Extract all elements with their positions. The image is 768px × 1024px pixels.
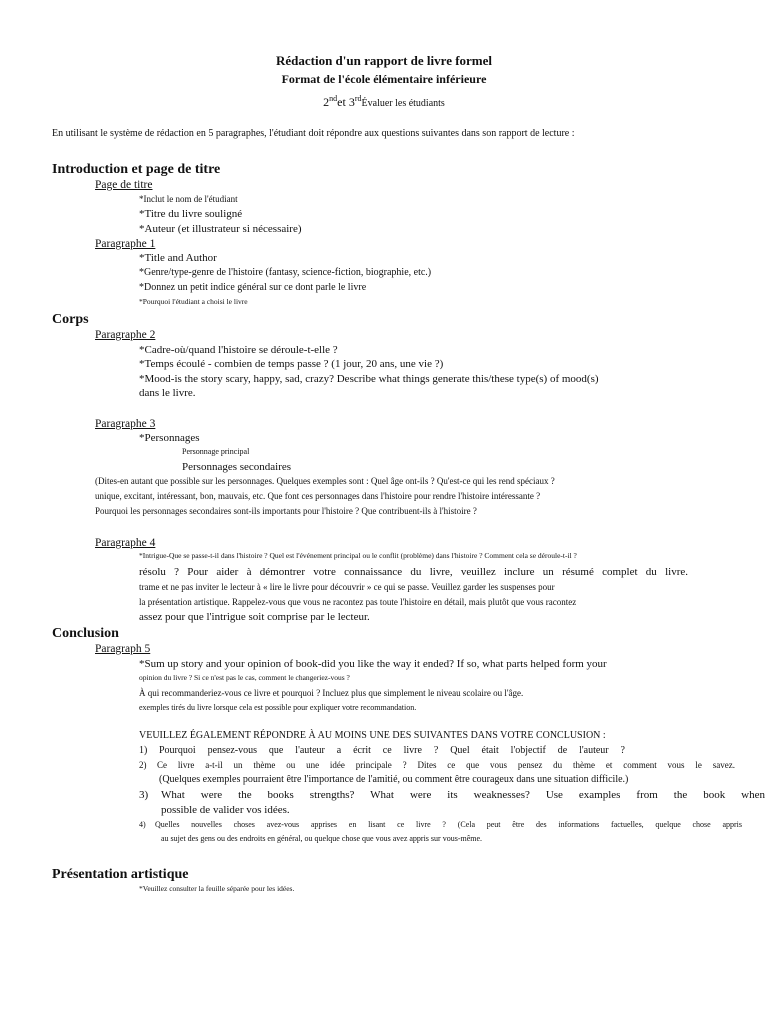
section-heading-corps: Corps <box>52 312 89 327</box>
p2-line: *Temps écoulé - combien de temps passe ? (1 jour, 20 ans, une vie ?) <box>139 358 444 370</box>
list-item-cont: possible de valider vos idées. <box>161 804 290 816</box>
p1-line: *Pourquoi l'étudiant a choisi le livre <box>139 297 248 306</box>
list-number: 4) <box>139 820 146 829</box>
paragraph-1-label: Paragraphe 1 <box>95 238 156 250</box>
p5-line: *Sum up story and your opinion of book-did you like the way it ended? If so, what parts helped form your <box>139 658 607 670</box>
section-heading-art: Présentation artistique <box>52 867 189 882</box>
paragraph-4-label: Paragraphe 4 <box>95 537 156 549</box>
section-heading-conclusion: Conclusion <box>52 626 119 641</box>
p1-line: *Title and Author <box>139 252 217 264</box>
p3-line: Pourquoi les personnages secondaires sont-ils importants pour l'histoire ? Que contribuent-ils à l'histoire ? <box>95 506 477 516</box>
p4-line: trame et ne pas inviter le lecteur à « lire le livre pour découvrir » ce qui se passe. Veuillez garder les suspenses pour <box>139 582 555 592</box>
list-item-cont: au sujet des gens ou des endroits en général, ou quelque chose que vous avez appris sur vous-même. <box>161 834 483 843</box>
p2-line: *Cadre-où/quand l'histoire se déroule-t-elle ? <box>139 344 338 356</box>
p1-line: *Genre/type-genre de l'histoire (fantasy, science-fiction, biographie, etc.) <box>139 267 432 278</box>
grade-mid: et 3 <box>337 95 355 109</box>
grade-sup1: nd <box>329 94 338 103</box>
intro-text: En utilisant le système de rédaction en 5 paragraphes, l'étudiant doit répondre aux questions suivantes dans son rapport de lecture : <box>52 128 575 139</box>
p4-line: assez pour que l'intrigue soit comprise par le lecteur. <box>139 611 370 623</box>
list-number: 3) <box>139 789 149 801</box>
list-number: 1) <box>139 745 148 756</box>
document-subtitle: Format de l'école élémentaire inférieure <box>281 72 487 86</box>
list-number: 2) <box>139 760 147 770</box>
grade-num1: 2 <box>323 95 330 109</box>
list-item-text: Pourquoi pensez-vous que l'auteur a écrit ce livre ? Quel était l'objectif de l'auteur ? <box>159 745 625 756</box>
pt-line: *Inclut le nom de l'étudiant <box>139 194 238 204</box>
p2-line: dans le livre. <box>139 387 196 399</box>
conclusion-caps-line: VEUILLEZ ÉGALEMENT RÉPONDRE À AU MOINS UNE DES SUIVANTES DANS VOTRE CONCLUSION : <box>139 730 606 741</box>
p3-line: *Personnages <box>139 432 200 444</box>
p4-line: la présentation artistique. Rappelez-vous que vous ne racontez pas toute l'histoire en détail, mais plutôt que vous racontez <box>139 597 577 607</box>
grade-sup2: rd <box>354 94 362 103</box>
list-item-text: Quelles nouvelles choses avez-vous apprises en lisant ce livre ? (Cela peut être des informations factuelles, quelque chose appris <box>155 820 742 829</box>
paragraph-3-label: Paragraphe 3 <box>95 418 156 430</box>
document-title: Rédaction d'un rapport de livre formel <box>275 53 493 68</box>
list-item-cont: (Quelques exemples pourraient être l'importance de l'amitié, ou comment être courageux dans une situation difficile.) <box>159 774 629 785</box>
p3-line: Personnage principal <box>182 447 250 456</box>
p3-line: Personnages secondaires <box>182 461 292 473</box>
p2-line: *Mood-is the story scary, happy, sad, crazy? Describe what things generate this/these type(s) of mood(s) <box>139 373 599 385</box>
p4-line: *Intrigue-Que se passe-t-il dans l'histoire ? Quel est l'événement principal ou le conflit (problème) dans l'histoire ? Comment cela se déroule-t-il ? <box>139 551 577 560</box>
p5-line: opinion du livre ? Si ce n'est pas le cas, comment le changeriez-vous ? <box>139 673 350 682</box>
list-item-text: Ce livre a-t-il un thème ou une idée principale ? Dites ce que vous pensez du thème et comment vous le savez. <box>157 760 735 770</box>
pt-line: *Titre du livre souligné <box>139 208 243 220</box>
grade-rest: Évaluer les étudiants <box>361 98 445 109</box>
grade-line <box>0 94 768 110</box>
art-line: *Veuillez consulter la feuille séparée pour les idées. <box>139 884 295 893</box>
p1-line: *Donnez un petit indice général sur ce dont parle le livre <box>139 282 367 293</box>
pt-line: *Auteur (et illustrateur si nécessaire) <box>139 223 302 235</box>
p3-line: unique, excitant, intéressant, bon, mauvais, etc. Que font ces personnages dans l'histoire pour rendre l'histoire intéressante ? <box>95 491 541 501</box>
section-heading-intro: Introduction et page de titre <box>52 162 221 177</box>
paragraph-5-label: Paragraph 5 <box>95 643 151 655</box>
paragraph-2-label: Paragraphe 2 <box>95 329 156 341</box>
list-item-text: What were the books strengths? What were its weaknesses? Use examples from the book when <box>161 789 765 801</box>
p4-line: résolu ? Pour aider à démontrer votre connaissance du livre, veuillez inclure un résumé complet du livre. <box>139 566 688 578</box>
p3-line: (Dites-en autant que possible sur les personnages. Quelques exemples sont : Quel âge ont-ils ? Qu'est-ce qui les rend spéciaux ? <box>95 476 555 486</box>
p5-line: À qui recommanderiez-vous ce livre et pourquoi ? Incluez plus que simplement le niveau scolaire ou l'âge. <box>139 688 524 698</box>
p5-line: exemples tirés du livre lorsque cela est possible pour expliquer votre recommandation. <box>139 703 417 712</box>
page-titre-label: Page de titre <box>95 179 153 191</box>
